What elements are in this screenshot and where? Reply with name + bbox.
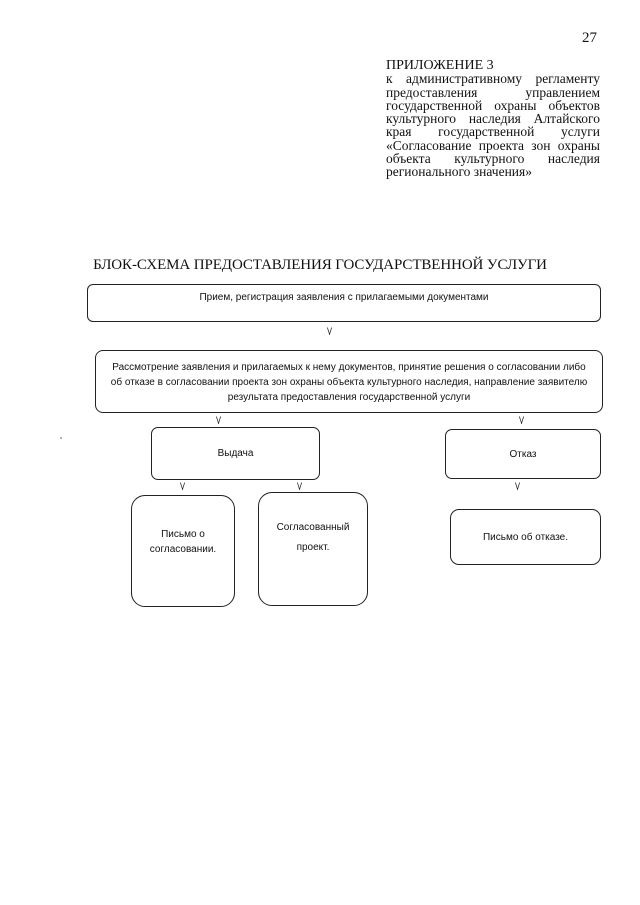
box-issue-text: Выдача	[217, 448, 254, 459]
arrow-review-to-issue: \/	[216, 416, 221, 426]
box-refusal-letter-text: Письмо об отказе.	[482, 531, 569, 543]
box-approved-project	[258, 492, 368, 606]
box-review-text: Рассмотрение заявления и прилагаемых к нему документов, принятие решения о согласовании либо об отказе в согласовании проекта зон охраны объекта культурного наследия, направление заявителю результата предоставления государственной услуги	[110, 362, 588, 403]
arrow-issue-to-letter: \/	[180, 482, 185, 492]
box-issue	[151, 427, 320, 480]
box-approval-letter-text: Письмо о согласовании.	[149, 529, 217, 555]
box-refusal	[445, 429, 601, 479]
scan-speck	[60, 437, 62, 439]
box-reception-text: Прием, регистрация заявления с прилагаемыми документами	[199, 291, 489, 303]
box-refusal-text: Отказ	[509, 448, 537, 460]
scheme-title: БЛОК-СХЕМА ПРЕДОСТАВЛЕНИЯ ГОСУДАРСТВЕННОЙ УСЛУГИ	[93, 257, 547, 273]
box-reception	[87, 284, 601, 322]
appendix-header	[386, 59, 600, 179]
arrow-issue-to-project: \/	[297, 482, 302, 492]
box-review	[95, 350, 603, 413]
box-approved-project-text: Согласованный проект.	[276, 522, 350, 553]
arrow-review-to-refusal: \/	[519, 416, 524, 426]
appendix-title: ПРИЛОЖЕНИЕ 3	[386, 58, 494, 73]
box-refusal-letter	[450, 509, 601, 565]
arrow-refusal-to-letter: \/	[515, 482, 520, 492]
arrow-reception-to-review: \/	[327, 327, 332, 337]
page-number: 27	[582, 30, 597, 46]
appendix-text: к административному регламенту предоставления управлением государственной охраны объектов культурного наследия Алтайского края государственной услуги «Согласование проекта зон охраны объекта культурного наследия регионального значения»	[386, 71, 600, 180]
box-approval-letter	[131, 495, 235, 607]
